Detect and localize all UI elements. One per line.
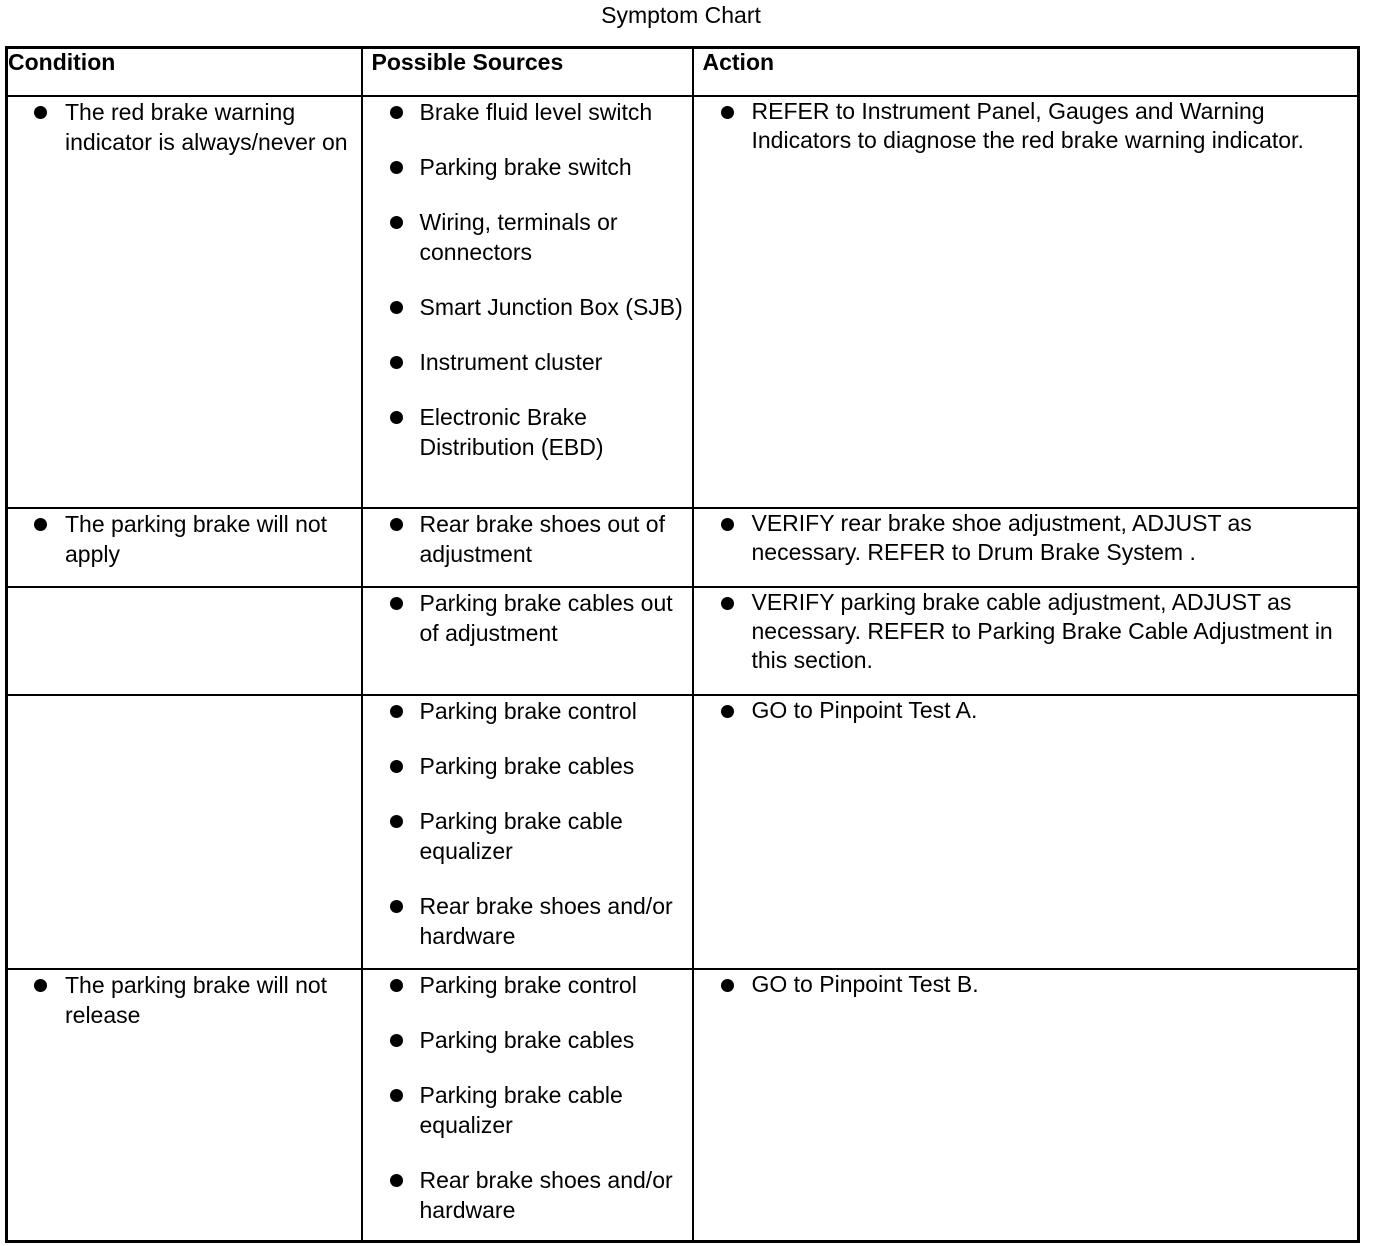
action-list bbox=[694, 588, 1358, 675]
bullet-icon bbox=[390, 900, 403, 913]
condition-cell bbox=[7, 96, 362, 508]
condition-item bbox=[8, 970, 361, 1030]
source-text: Parking brake switch bbox=[419, 153, 632, 180]
source-text: Wiring, terminals or connectors bbox=[419, 208, 618, 265]
condition-cell bbox=[7, 969, 362, 1242]
condition-list bbox=[8, 509, 361, 569]
action-list bbox=[694, 97, 1358, 155]
action-cell bbox=[693, 508, 1359, 587]
action-text: GO to Pinpoint Test B. bbox=[751, 970, 979, 997]
bullet-icon bbox=[390, 411, 403, 424]
condition-text: The red brake warning indicator is always/never on bbox=[65, 98, 348, 155]
bullet-icon bbox=[721, 518, 734, 531]
condition-cell bbox=[7, 695, 362, 969]
bullet-icon bbox=[390, 1089, 403, 1102]
condition-list bbox=[8, 97, 361, 157]
header-condition: Condition bbox=[7, 48, 362, 96]
source-item bbox=[363, 696, 692, 726]
bullet-icon bbox=[390, 597, 403, 610]
source-text: Parking brake cables out of adjustment bbox=[419, 589, 673, 646]
bullet-icon bbox=[390, 161, 403, 174]
chart-title: Symptom Chart bbox=[601, 2, 761, 28]
bullet-icon bbox=[721, 979, 734, 992]
bullet-icon bbox=[390, 815, 403, 828]
table-row bbox=[7, 96, 1359, 508]
source-item bbox=[363, 970, 692, 1000]
action-cell bbox=[693, 587, 1359, 695]
action-text: GO to Pinpoint Test A. bbox=[751, 696, 978, 723]
source-text: Rear brake shoes and/or hardware bbox=[419, 892, 673, 949]
source-item bbox=[363, 152, 692, 182]
source-item bbox=[363, 1080, 692, 1140]
bullet-icon bbox=[390, 979, 403, 992]
source-text: Electronic Brake Distribution (EBD) bbox=[419, 403, 604, 460]
action-text: REFER to Instrument Panel, Gauges and Warning Indicators to diagnose the red brake warning indicator. bbox=[751, 97, 1304, 153]
header-possible-sources: Possible Sources bbox=[362, 48, 693, 96]
source-text: Rear brake shoes and/or hardware bbox=[419, 1166, 673, 1223]
action-cell bbox=[693, 969, 1359, 1242]
source-text: Parking brake control bbox=[419, 971, 637, 998]
source-list bbox=[363, 696, 692, 951]
action-item bbox=[694, 696, 1358, 725]
bullet-icon bbox=[390, 518, 403, 531]
source-item bbox=[363, 806, 692, 866]
source-text: Parking brake cable equalizer bbox=[419, 807, 623, 864]
condition-cell bbox=[7, 587, 362, 695]
source-item bbox=[363, 207, 692, 267]
source-item bbox=[363, 402, 692, 462]
source-item bbox=[363, 588, 692, 648]
source-cell bbox=[362, 508, 693, 587]
table-row bbox=[7, 508, 1359, 587]
source-item bbox=[363, 292, 692, 322]
condition-cell bbox=[7, 508, 362, 587]
source-item bbox=[363, 97, 692, 127]
bullet-icon bbox=[390, 356, 403, 369]
action-text: VERIFY parking brake cable adjustment, ADJUST as necessary. REFER to Parking Brake Cable Adjustment in this section. bbox=[751, 588, 1333, 673]
action-item bbox=[694, 97, 1358, 155]
bullet-icon bbox=[34, 106, 47, 119]
source-text: Brake fluid level switch bbox=[419, 98, 653, 125]
bullet-icon bbox=[721, 106, 734, 119]
action-cell bbox=[693, 96, 1359, 508]
source-item bbox=[363, 1165, 692, 1225]
bullet-icon bbox=[34, 979, 47, 992]
action-list bbox=[694, 509, 1358, 567]
table-body bbox=[7, 96, 1359, 1242]
source-cell bbox=[362, 96, 693, 508]
source-text: Rear brake shoes out of adjustment bbox=[419, 510, 665, 567]
condition-text: The parking brake will not release bbox=[65, 971, 328, 1028]
bullet-icon bbox=[390, 106, 403, 119]
source-list bbox=[363, 97, 692, 462]
bullet-icon bbox=[721, 705, 734, 718]
condition-item bbox=[8, 509, 361, 569]
source-item bbox=[363, 1025, 692, 1055]
source-text: Parking brake cable equalizer bbox=[419, 1081, 623, 1138]
action-cell bbox=[693, 695, 1359, 969]
symptom-table bbox=[5, 46, 1360, 1243]
action-list bbox=[694, 696, 1358, 725]
source-cell bbox=[362, 695, 693, 969]
source-item bbox=[363, 891, 692, 951]
bullet-icon bbox=[390, 301, 403, 314]
source-cell bbox=[362, 969, 693, 1242]
bullet-icon bbox=[390, 760, 403, 773]
source-item bbox=[363, 751, 692, 781]
action-list bbox=[694, 970, 1358, 999]
action-item bbox=[694, 509, 1358, 567]
action-item bbox=[694, 970, 1358, 999]
source-list bbox=[363, 970, 692, 1225]
bullet-icon bbox=[34, 518, 47, 531]
bullet-icon bbox=[721, 597, 734, 610]
source-list bbox=[363, 588, 692, 648]
table-row bbox=[7, 695, 1359, 969]
condition-list bbox=[8, 970, 361, 1030]
source-text: Parking brake cables bbox=[419, 752, 635, 779]
source-item bbox=[363, 347, 692, 377]
bullet-icon bbox=[390, 216, 403, 229]
condition-item bbox=[8, 97, 361, 157]
bullet-icon bbox=[390, 1174, 403, 1187]
bullet-icon bbox=[390, 1034, 403, 1047]
table-row bbox=[7, 587, 1359, 695]
action-item bbox=[694, 588, 1358, 675]
action-text: VERIFY rear brake shoe adjustment, ADJUST as necessary. REFER to Drum Brake System . bbox=[751, 509, 1252, 565]
source-text: Parking brake cables bbox=[419, 1026, 635, 1053]
table-row bbox=[7, 969, 1359, 1242]
header-action: Action bbox=[693, 48, 1359, 96]
source-text: Smart Junction Box (SJB) bbox=[419, 293, 683, 320]
bullet-icon bbox=[390, 705, 403, 718]
condition-text: The parking brake will not apply bbox=[65, 510, 328, 567]
source-cell bbox=[362, 587, 693, 695]
header-row bbox=[7, 48, 1359, 96]
source-list bbox=[363, 509, 692, 569]
source-text: Instrument cluster bbox=[419, 348, 603, 375]
source-text: Parking brake control bbox=[419, 697, 637, 724]
source-item bbox=[363, 509, 692, 569]
